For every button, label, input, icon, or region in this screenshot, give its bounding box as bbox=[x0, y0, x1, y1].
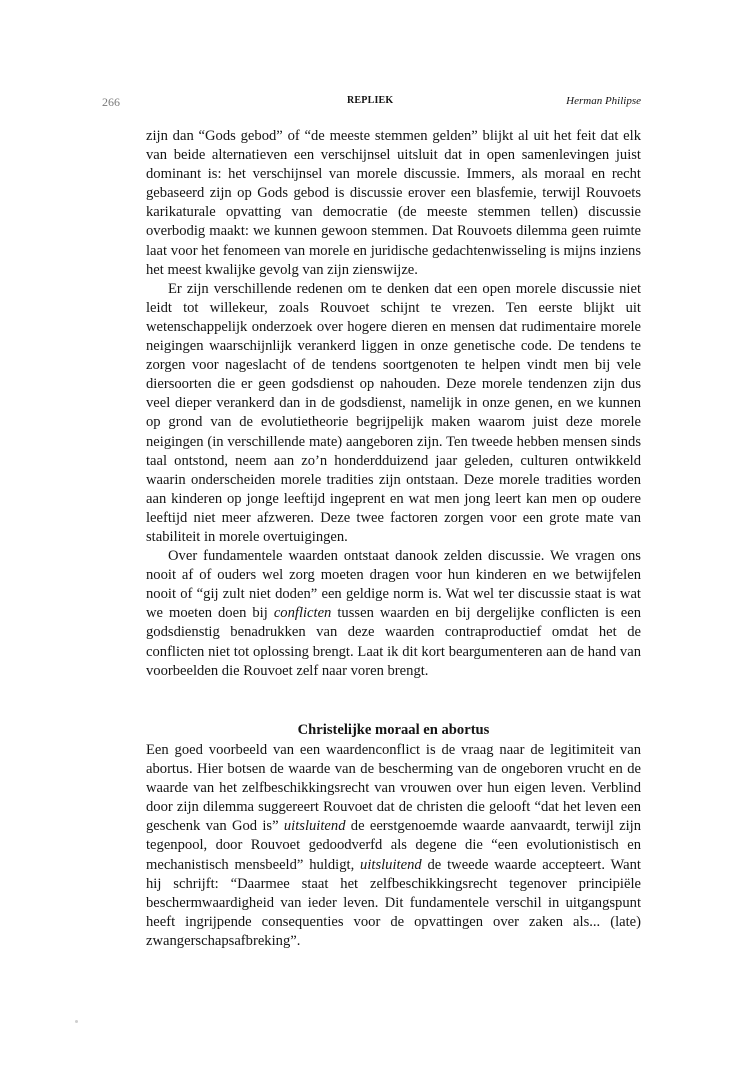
paragraph-3-part-b: tussen waarden en bij dergelijke conflicten is een godsdienstig benadrukken van deze waarden contraproductief omdat het de conflicten niet tot oplossing brengt. Laat ik dit kort beargumenteren aan de hand van voorbeelden die Rouvoet zelf naar voren brengt. bbox=[146, 605, 641, 679]
section-paragraph bbox=[146, 741, 641, 951]
paragraph-3 bbox=[146, 547, 641, 681]
section-paragraph-part-b: de eerstgenoemde waarde aanvaardt, terwijl zijn tegenpool, door Rouvoet gedoodverfd als degene die “een evolutionistisch en mechanistisch mensbeeld” huldigt, bbox=[146, 818, 641, 873]
running-head bbox=[0, 95, 738, 113]
page-number: 266 bbox=[102, 95, 120, 109]
section-paragraph-part-c: de tweede waarde accepteert. Want hij schrijft: “Daarmee staat het zelfbeschikkingsrecht tegenover principiële beschermwaardigheid van ieder leven. Dit fundamentele verschil in uitgangspunt heeft ingrijpende consequenties voor de opvattingen over zaken als... (late) zwangerschapsafbreking”. bbox=[146, 856, 641, 949]
section-heading: Christelijke moraal en abortus bbox=[297, 722, 490, 738]
author-name: Herman Philipse bbox=[566, 95, 641, 107]
emphasis-uitsluitend-2: uitsluitend bbox=[360, 856, 422, 873]
scan-speck bbox=[75, 1020, 78, 1023]
section-label: REPLIEK bbox=[347, 95, 394, 106]
paragraph-3-part-a: Over fundamentele waarden ontstaat danook zelden discussie. We vragen ons nooit af of ouders wel zorg moeten dragen voor hun kinderen en we betwijfelen nooit of “gij zult niet doden” een geldige norm is. Wat wel ter discussie staat is wat we moeten doen bij bbox=[146, 548, 641, 622]
section-body bbox=[146, 741, 641, 951]
emphasis-conflicten: conflicten bbox=[273, 605, 332, 622]
body-text bbox=[146, 127, 641, 681]
paragraph-1: zijn dan “Gods gebod” of “de meeste stemmen gelden” blijkt al uit het feit dat elk van beide alternatieven een verschijnsel uitsluit dat in open samenlevingen juist dominant is: het verschijnsel van morele discussie. Immers, als moraal en recht gebaseerd zijn op Gods gebod is discussie erover een blasfemie, terwijl Rouvoets karikaturale opvatting van democratie (de meeste stemmen tellen) discussie overbodig maakt: we kunnen gewoon stemmen. Dat Rouvoets dilemma geen ruimte laat voor het fenomeen van morele en juridische gedachtenwisseling is mijns inziens het meest kwalijke gevolg van zijn zienswijze. bbox=[146, 128, 641, 278]
emphasis-uitsluitend-1: uitsluitend bbox=[283, 818, 346, 835]
section-paragraph-part-a: Een goed voorbeeld van een waardenconflict is de vraag naar de legitimiteit van abortus. Hier botsen de waarde van de bescherming van de ongeboren vrucht en de waarde van het zelfbeschikkingsrecht van vrouwen over hun eigen leven. Verblind door zijn dilemma suggereert Rouvoet dat de christen die gelooft “dat het leven een geschenk van God is” bbox=[146, 742, 641, 835]
paragraph-2: Er zijn verschillende redenen om te denken dat een open morele discussie niet leidt tot willekeur, zoals Rouvoet schijnt te vrezen. Ten eerste blijkt uit wetenschappelijk onderzoek over hogere dieren en mensen dat rudimentaire morele neigingen waarschijnlijk verankerd liggen in onze genetische code. De tendens te zorgen voor nageslacht of de tendens soortgenoten te helpen vindt men bij vele diersoorten die er geen godsdienst op nahouden. Deze morele tendenzen zijn dus veel dieper verankerd dan in de godsdienst, namelijk in onze genen, en we kunnen op grond van de evolutietheorie begrijpelijk maken waarom juist deze morele neigingen (in verschillende mate) aangeboren zijn. Ten tweede hebben mensen sinds taal ontstond, neem aan zo’n honderdduizend jaar geleden, culturen ontwikkeld waarin onderscheiden morele tradities zijn ontstaan. Deze morele tradities worden aan kinderen op jonge leeftijd ingeprent en wat men jong leert kan men op oudere leeftijd niet meer afzweren. Deze twee factoren zorgen voor een grote mate van stabiliteit in morele overtuigingen. bbox=[146, 280, 641, 545]
